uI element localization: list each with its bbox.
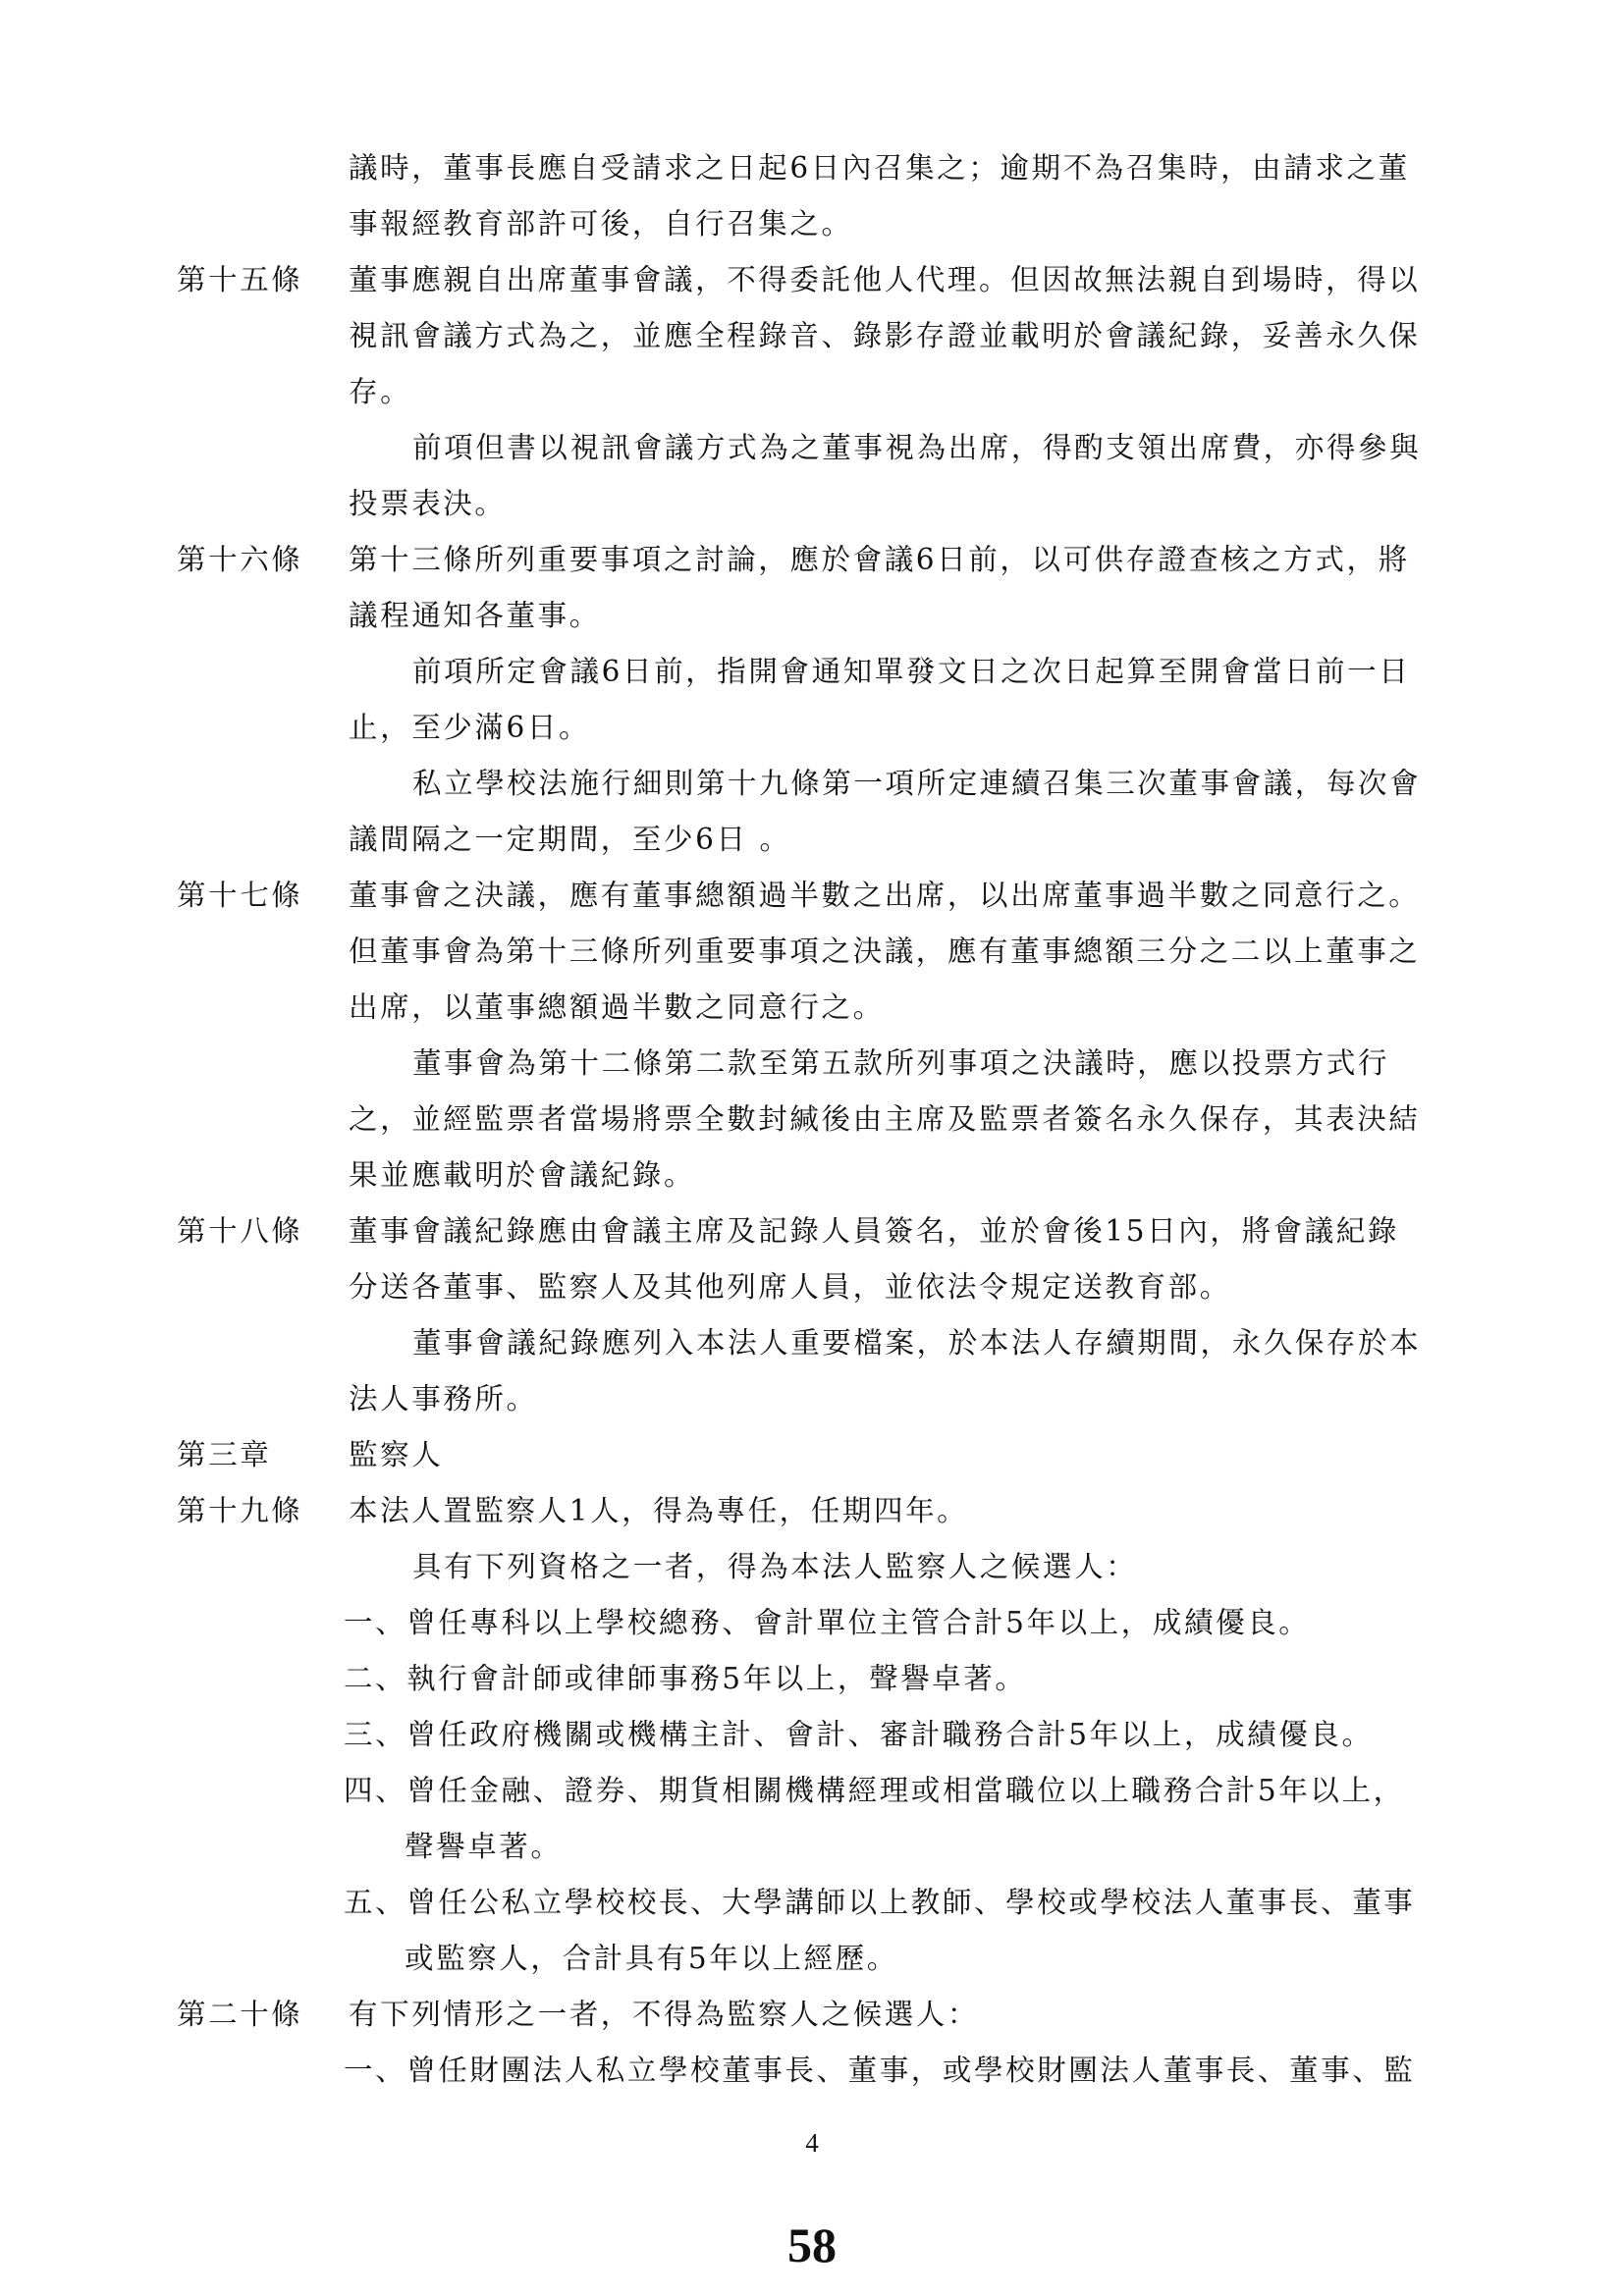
line-text: 法人事務所。 <box>349 1382 538 1415</box>
text-line <box>177 1875 1453 1931</box>
text-line <box>177 1763 1453 1819</box>
line-text: 或監察人，合計具有5年以上經歷。 <box>405 1942 898 1975</box>
line-text: 五、曾任公私立學校校長、大學講師以上教師、學校或學校法人董事長、董事 <box>344 1886 1416 1919</box>
line-text: 出席，以董事總額過半數之同意行之。 <box>349 990 885 1024</box>
article-text-block <box>177 140 1453 2099</box>
line-text: 一、曾任財團法人私立學校董事長、董事，或學校財團法人董事長、董事、監 <box>344 2054 1416 2087</box>
text-line <box>177 812 1453 868</box>
text-line <box>177 1819 1453 1875</box>
line-text: 事報經教育部許可後，自行召集之。 <box>349 207 853 240</box>
line-text: 止，至少滿6日。 <box>349 711 591 744</box>
line-text: 董事會之決議，應有董事總額過半數之出席，以出席董事過半數之同意行之。 <box>349 879 1421 912</box>
line-text: 但董事會為第十三條所列重要事項之決議，應有董事總額三分之二以上董事之 <box>349 934 1421 968</box>
line-text: 監察人 <box>349 1438 444 1471</box>
line-text: 四、曾任金融、證券、期貨相關機構經理或相當職位以上職務合計5年以上， <box>344 1774 1405 1807</box>
line-text: 董事應親自出席董事會議，不得委託他人代理。但因故無法親自到場時，得以 <box>349 263 1421 296</box>
line-text: 第十三條所列重要事項之討論，應於會議6日前，以可供存證查核之方式，將 <box>349 543 1410 576</box>
line-text: 董事會議紀錄應列入本法人重要檔案，於本法人存續期間，永久保存於本 <box>412 1326 1422 1360</box>
line-text: 有下列情形之一者，不得為監察人之候選人： <box>349 1998 980 2031</box>
text-line <box>177 364 1453 420</box>
text-line <box>177 1427 1453 1483</box>
text-line <box>177 924 1453 980</box>
line-text: 視訊會議方式為之，並應全程錄音、錄影存證並載明於會議紀錄，妥善永久保 <box>349 319 1421 352</box>
line-text: 一、曾任專科以上學校總務、會計單位主管合計5年以上，成績優良。 <box>344 1606 1311 1639</box>
text-line <box>177 1483 1453 1539</box>
text-line <box>177 420 1453 476</box>
page-number: 4 <box>805 2128 819 2158</box>
text-line <box>177 1539 1453 1595</box>
text-line <box>177 1092 1453 1148</box>
text-line <box>177 476 1453 532</box>
text-line <box>177 1203 1453 1259</box>
line-text: 前項但書以視訊會議方式為之董事視為出席，得酌支領出席費，亦得參與 <box>412 431 1422 464</box>
text-line <box>177 1707 1453 1763</box>
line-text: 分送各董事、監察人及其他列席人員，並依法令規定送教育部。 <box>349 1270 1231 1304</box>
line-text: 存。 <box>349 375 412 408</box>
text-line <box>177 140 1453 196</box>
line-text: 董事會為第十二條第二款至第五款所列事項之決議時，應以投票方式行 <box>412 1046 1390 1080</box>
text-line <box>177 1148 1453 1203</box>
text-line <box>177 1651 1453 1707</box>
text-line <box>177 308 1453 364</box>
article-label: 第二十條 <box>177 1998 303 2031</box>
line-text: 議程通知各董事。 <box>349 599 601 632</box>
article-label: 第十九條 <box>177 1494 303 1527</box>
text-line <box>177 868 1453 924</box>
line-text: 具有下列資格之一者，得為本法人監察人之候選人： <box>412 1550 1138 1583</box>
text-line <box>177 2043 1453 2099</box>
book-page-number: 58 <box>787 2217 837 2272</box>
text-line <box>177 252 1453 308</box>
text-line <box>177 588 1453 644</box>
line-text: 本法人置監察人1人，得為專任，任期四年。 <box>349 1494 969 1527</box>
line-text: 二、執行會計師或律師事務5年以上，聲譽卓著。 <box>344 1662 1027 1695</box>
article-label: 第三章 <box>177 1438 272 1471</box>
line-text: 董事會議紀錄應由會議主席及記錄人員簽名，並於會後15日內，將會議紀錄 <box>349 1214 1399 1248</box>
line-text: 議間隔之一定期間，至少6日 。 <box>349 823 791 856</box>
line-text: 私立學校法施行細則第十九條第一項所定連續召集三次董事會議，每次會 <box>412 767 1422 800</box>
text-line <box>177 1371 1453 1427</box>
text-line <box>177 196 1453 252</box>
line-text: 之，並經監票者當場將票全數封緘後由主席及監票者簽名永久保存，其表決結 <box>349 1102 1421 1136</box>
line-text: 果並應載明於會議紀錄。 <box>349 1158 696 1192</box>
line-text: 前項所定會議6日前，指開會通知單發文日之次日起算至開會當日前一日 <box>412 655 1411 688</box>
line-text: 投票表決。 <box>349 487 507 520</box>
article-label: 第十六條 <box>177 543 303 576</box>
text-line <box>177 700 1453 756</box>
text-line <box>177 532 1453 588</box>
text-line <box>177 1259 1453 1315</box>
text-line <box>177 980 1453 1036</box>
text-line <box>177 644 1453 700</box>
text-line <box>177 1595 1453 1651</box>
article-label: 第十八條 <box>177 1214 303 1248</box>
line-text: 議時，董事長應自受請求之日起6日內召集之；逾期不為召集時，由請求之董 <box>349 151 1410 185</box>
article-label: 第十五條 <box>177 263 303 296</box>
text-line <box>177 1315 1453 1371</box>
text-line <box>177 1036 1453 1092</box>
line-text: 三、曾任政府機關或機構主計、會計、審計職務合計5年以上，成績優良。 <box>344 1718 1374 1751</box>
text-line <box>177 1931 1453 1987</box>
text-line <box>177 756 1453 812</box>
line-text: 聲譽卓著。 <box>405 1830 563 1863</box>
article-label: 第十七條 <box>177 879 303 912</box>
text-line <box>177 1987 1453 2043</box>
